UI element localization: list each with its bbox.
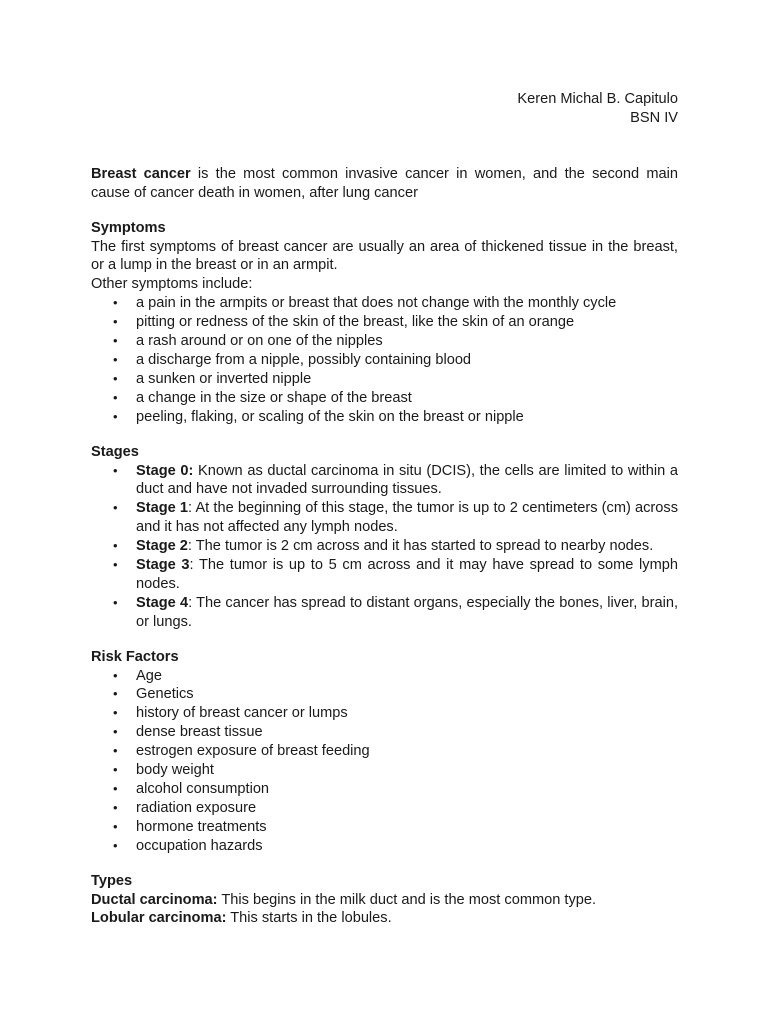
list-item-text: dense breast tissue — [136, 724, 263, 741]
stages-section — [91, 443, 678, 632]
bullet-icon: • — [113, 389, 118, 405]
type-text: This begins in the milk duct and is the most common type. — [217, 891, 597, 908]
bullet-icon: • — [113, 818, 118, 834]
bullet-icon: • — [113, 408, 118, 424]
types-heading: Types — [91, 872, 133, 889]
list-item-text: occupation hazards — [136, 837, 263, 854]
list-item-text: alcohol consumption — [136, 781, 270, 797]
list-item — [91, 370, 678, 389]
bullet-icon: • — [113, 594, 118, 610]
list-item — [91, 667, 678, 686]
risk-factors-list — [91, 667, 678, 856]
bullet-icon: • — [113, 799, 118, 815]
list-item — [91, 723, 678, 742]
stages-list — [91, 462, 678, 632]
types-section — [91, 872, 678, 929]
intro-paragraph — [91, 165, 678, 203]
stage-text: Known as ductal carcinoma in situ (DCIS), the cells are limited to within a duct and have not invaded surrounding tissues. — [136, 462, 678, 498]
list-item — [91, 818, 678, 837]
risk-factors-heading: Risk Factors — [91, 648, 179, 665]
list-item — [91, 294, 678, 313]
bullet-icon: • — [113, 837, 118, 853]
symptoms-paragraph: The first symptoms of breast cancer are usually an area of thickened tissue in the breast, or a lump in the breast or in an armpit. — [91, 238, 678, 274]
stage-label: Stage 0: — [136, 462, 194, 479]
list-item — [91, 742, 678, 761]
intro-term: Breast cancer — [91, 165, 191, 182]
author-block — [91, 90, 678, 128]
bullet-icon: • — [113, 743, 118, 759]
type-lobular — [91, 909, 678, 928]
symptoms-heading: Symptoms — [91, 219, 166, 236]
bullet-icon: • — [113, 705, 118, 721]
bullet-icon: • — [113, 500, 118, 516]
list-item — [91, 537, 678, 556]
stage-label: Stage 3 — [136, 557, 190, 574]
risk-factors-section — [91, 648, 678, 856]
type-ductal — [91, 891, 678, 910]
list-item — [91, 408, 678, 427]
bullet-icon: • — [113, 351, 118, 367]
bullet-icon: • — [113, 686, 118, 702]
document-page — [91, 90, 678, 928]
bullet-icon: • — [113, 295, 118, 311]
list-item — [91, 685, 678, 704]
list-item-text: hormone treatments — [136, 818, 267, 835]
list-item — [91, 556, 678, 594]
intro-text: is the most common invasive cancer in women, and the second main cause of cancer death in women, after lung cancer — [91, 165, 678, 201]
stage-text: : The tumor is 2 cm across and it has started to spread to nearby nodes. — [187, 538, 654, 555]
list-item-text: radiation exposure — [136, 799, 257, 816]
list-item-text: a change in the size or shape of the breast — [136, 389, 412, 406]
stages-heading: Stages — [91, 443, 139, 460]
stage-label: Stage 1 — [136, 500, 189, 517]
list-item-text: estrogen exposure of breast feeding — [136, 743, 370, 760]
bullet-icon: • — [113, 538, 118, 554]
list-item-text: body weight — [136, 762, 214, 779]
symptoms-section — [91, 219, 678, 427]
stage-text: : At the beginning of this stage, the tumor is up to 2 centimeters (cm) across and it has not affected any lymph nodes. — [136, 500, 678, 536]
list-item-text: a rash around or on one of the nipples — [136, 333, 383, 350]
list-item-text: Genetics — [136, 686, 194, 703]
list-item — [91, 799, 678, 818]
bullet-icon: • — [113, 370, 118, 386]
author-course: BSN IV — [630, 109, 678, 126]
list-item-text: pitting or redness of the skin of the breast, like the skin of an orange — [136, 314, 575, 331]
list-item — [91, 462, 678, 500]
author-name: Keren Michal B. Capitulo — [517, 91, 678, 107]
bullet-icon: • — [113, 781, 118, 796]
stage-text: : The cancer has spread to distant organs, especially the bones, liver, brain, or lungs. — [136, 594, 679, 630]
list-item — [91, 780, 678, 799]
list-item — [91, 499, 678, 537]
bullet-icon: • — [113, 333, 118, 349]
bullet-icon: • — [113, 762, 118, 778]
symptoms-list — [91, 294, 678, 426]
type-label: Lobular carcinoma: — [91, 910, 227, 927]
bullet-icon: • — [113, 724, 118, 740]
list-item — [91, 389, 678, 408]
list-item — [91, 761, 678, 780]
bullet-icon: • — [113, 314, 118, 330]
list-item-text: history of breast cancer or lumps — [136, 705, 348, 722]
symptoms-other-intro: Other symptoms include: — [91, 276, 253, 293]
list-item — [91, 332, 678, 351]
bullet-icon: • — [113, 667, 118, 683]
list-item-text: peeling, flaking, or scaling of the skin on the breast or nipple — [136, 408, 524, 425]
stage-text: : The tumor is up to 5 cm across and it may have spread to some lymph nodes. — [136, 557, 678, 592]
stage-label: Stage 4 — [136, 594, 189, 611]
list-item — [91, 704, 678, 723]
bullet-icon: • — [113, 557, 118, 573]
list-item-text: a sunken or inverted nipple — [136, 370, 312, 387]
list-item-text: a discharge from a nipple, possibly containing blood — [136, 351, 472, 368]
type-text: This starts in the lobules. — [226, 910, 392, 927]
list-item — [91, 837, 678, 856]
stage-label: Stage 2 — [136, 538, 188, 555]
list-item — [91, 351, 678, 370]
list-item — [91, 594, 678, 632]
type-label: Ductal carcinoma: — [91, 891, 218, 908]
list-item-text: a pain in the armpits or breast that does not change with the monthly cycle — [136, 295, 617, 312]
list-item-text: Age — [136, 667, 162, 684]
list-item — [91, 313, 678, 332]
bullet-icon: • — [113, 462, 118, 478]
